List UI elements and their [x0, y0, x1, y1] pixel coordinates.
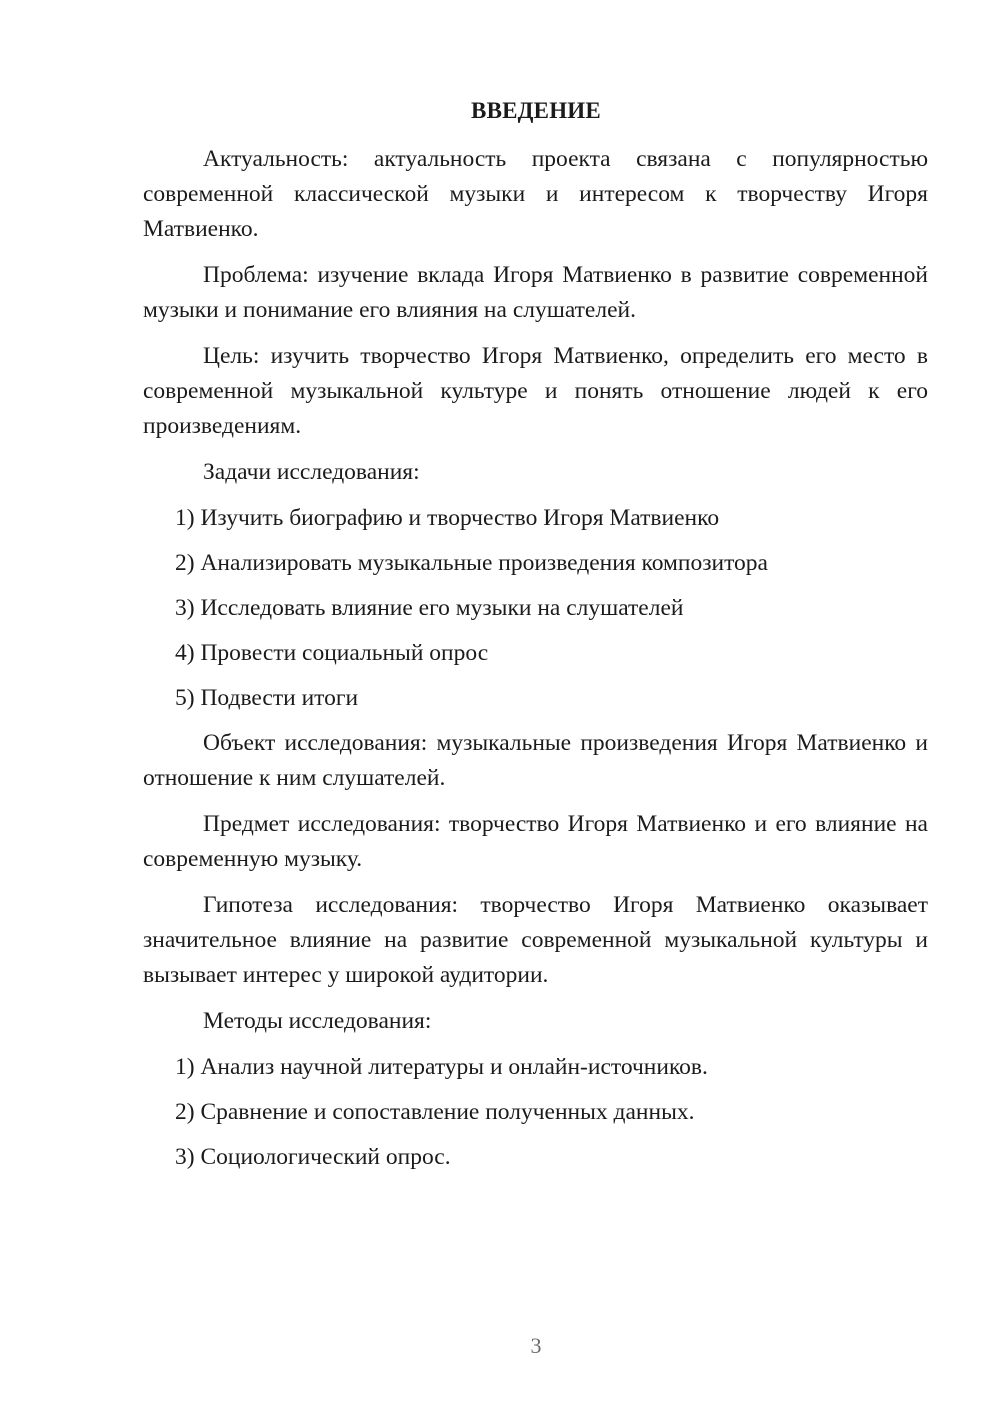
subject-paragraph: Предмет исследования: творчество Игоря Матвиенко и его влияние на современную музыку.	[143, 811, 928, 872]
task-item: 4) Провести социальный опрос	[175, 640, 489, 666]
page-number: 3	[530, 1333, 542, 1358]
tasks-title: Задачи исследования:	[203, 459, 420, 485]
object-paragraph: Объект исследования: музыкальные произведения Игоря Матвиенко и отношение к ним слушателей.	[143, 730, 928, 791]
method-item: 2) Сравнение и сопоставление полученных данных.	[175, 1099, 695, 1125]
hypothesis-paragraph: Гипотеза исследования: творчество Игоря Матвиенко оказывает значительное влияние на развитие современной музыкальной культуры и вызывает интерес у широкой аудитории.	[143, 892, 928, 988]
method-item: 1) Анализ научной литературы и онлайн-источников.	[175, 1054, 708, 1080]
methods-title: Методы исследования:	[203, 1008, 432, 1034]
task-item: 1) Изучить биографию и творчество Игоря Матвиенко	[175, 505, 720, 531]
document-body	[143, 142, 928, 1185]
page-heading: ВВЕДЕНИЕ	[471, 98, 601, 123]
task-item: 2) Анализировать музыкальные произведения композитора	[175, 550, 768, 576]
problem-paragraph: Проблема: изучение вклада Игоря Матвиенко в развитие современной музыки и понимание его влияния на слушателей.	[143, 262, 928, 323]
task-item: 3) Исследовать влияние его музыки на слушателей	[175, 595, 684, 621]
relevance-paragraph: Актуальность: актуальность проекта связана с популярностью современной классической музыки и интересом к творчеству Игоря Матвиенко.	[143, 146, 928, 242]
goal-paragraph: Цель: изучить творчество Игоря Матвиенко, определить его место в современной музыкальной культуре и понять отношение людей к его произведениям.	[143, 343, 928, 439]
method-item: 3) Социологический опрос.	[175, 1144, 451, 1170]
task-item: 5) Подвести итоги	[175, 685, 359, 711]
